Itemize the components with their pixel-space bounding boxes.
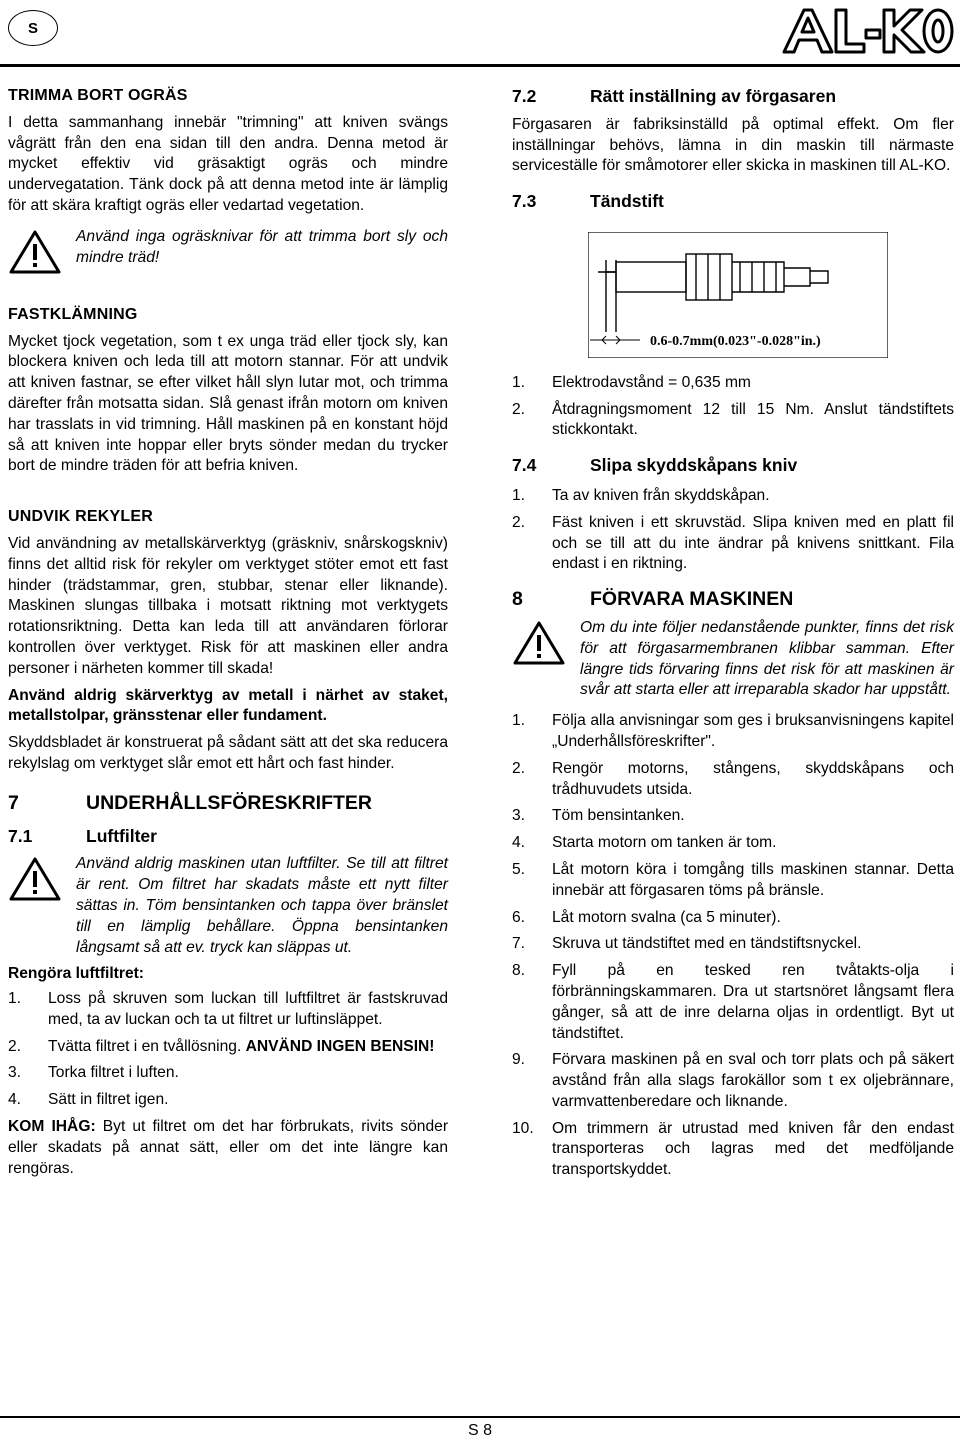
section-title: UNDERHÅLLSFÖRESKRIFTER <box>86 791 372 814</box>
item-number: 2. <box>512 513 526 531</box>
clean-filter-steps <box>8 989 448 1111</box>
item-number: 8. <box>512 962 526 980</box>
item-text: Förvara maskinen på en sval och torr plats och på säkert avstånd från alla slags farokällor som t ex oljebrännare, varmvattenberedare och liknande. <box>552 1051 954 1110</box>
section-title: Tändstift <box>590 191 664 212</box>
item-text: Ta av kniven från skyddskåpan. <box>552 486 770 504</box>
storage-warning <box>512 618 954 701</box>
section-heading-7-3 <box>512 191 954 212</box>
item-text: Skruva ut tändstiftet med en tändstiftsnyckel. <box>552 935 862 953</box>
section-heading-7 <box>8 793 448 814</box>
list-item <box>512 1119 954 1181</box>
header-rule <box>0 64 960 67</box>
list-item <box>8 989 448 1031</box>
item-number: 3. <box>512 807 526 825</box>
item-number: 1. <box>512 712 526 730</box>
list-item <box>512 486 954 507</box>
section-title: Luftfilter <box>86 825 157 846</box>
clean-filter-heading: Rengöra luftfiltret: <box>8 965 145 983</box>
right-column <box>512 86 954 1187</box>
air-filter-warning-text: Använd aldrig maskinen utan luftfilter. Se till att filtret är rent. Om filtret har skadats måste ett nytt filter sättas in. Töm bensintanken och tappa över bränslet till en lämplig behållare. Öppna bensintanken långsamt så att ev. tryck kan släppas ut. <box>76 855 448 956</box>
item-number: 1. <box>512 373 526 391</box>
section-number: 7.3 <box>512 191 537 212</box>
item-number: 4. <box>8 1091 22 1109</box>
section-number: 7.2 <box>512 86 537 106</box>
item-text: Loss på skruven som luckan till luftfiltret är fastskruvad med, ta av luckan och ta ut filtret ur luftinsläppet. <box>48 990 448 1028</box>
section-title: FÖRVARA MASKINEN <box>590 588 794 611</box>
section-number: 7.1 <box>8 825 33 846</box>
item-number: 1. <box>512 486 526 504</box>
item-number: 5. <box>512 860 526 878</box>
list-item <box>512 908 954 929</box>
list-item <box>512 806 954 827</box>
warning-triangle-icon <box>8 856 62 902</box>
list-item <box>8 1037 448 1058</box>
trim-warning-text: Använd inga ogräsknivar för att trimma bort sly och mindre träd! <box>76 227 448 266</box>
spark-plug-diagram <box>588 232 888 358</box>
item-number: 1. <box>8 990 22 1008</box>
trim-paragraph: I detta sammanhang innebär "trimning" att kniven svängs vågrätt från den ena sidan till den andra. Denna metod är mycket effektiv vid gräsaktigt ogräs och mindre undervegatation. Tänk dock på att denna metod inte är lämplig för att skära kraftigt ogräs eller vedartad vegetation. <box>8 113 448 214</box>
item-number: 3. <box>8 1064 22 1082</box>
storage-warning-text: Om du inte följer nedanstående punkter, finns det risk för att förgasarmembranen klibbar samman. Efter längre tids förvaring finns det risk för att maskinen är svår att starta eller att irreparabla skador har uppstått. <box>580 618 954 699</box>
list-item <box>512 711 954 753</box>
item-number: 2. <box>8 1037 22 1055</box>
item-text: Fäst kniven i ett skruvstäd. Slipa kniven med en platt fil och se till att du inte ändrar på knivens snittkant. Fila endast i en riktning. <box>552 513 954 573</box>
section-number: 7 <box>8 791 19 814</box>
item-text: Fyll på en tesked ren tvåtakts-olja i förbränningskammaren. Dra ut startsnöret långsamt flera gånger, så att de inre delarna oljas in ordentligt. Byt ut tändstiftet. <box>552 962 954 1042</box>
trim-warning <box>8 227 448 275</box>
section-title: Slipa skyddskåpans kniv <box>590 455 798 476</box>
list-item <box>512 860 954 902</box>
item-text: Låt motorn svalna (ca 5 minuter). <box>552 908 781 926</box>
list-item <box>512 961 954 1044</box>
section-heading-trim: TRIMMA BORT OGRÄS <box>8 87 188 104</box>
list-item <box>512 513 954 575</box>
section-heading-jam: FASTKLÄMNING <box>8 305 138 323</box>
page-number: S 8 <box>467 1422 492 1439</box>
item-text: Töm bensintanken. <box>552 807 685 825</box>
item-number: 2. <box>512 759 526 777</box>
item-text-bold: ANVÄND INGEN BENSIN! <box>245 1037 435 1055</box>
section-heading-8 <box>512 589 954 610</box>
item-text: Torka filtret i luften. <box>48 1064 179 1082</box>
section-number: 7.4 <box>512 455 537 476</box>
item-number: 2. <box>512 400 526 418</box>
item-text: Rengör motorns, stångens, skyddskåpans och trådhuvudets utsida. <box>552 759 954 798</box>
gap-caption: 0.6-0.7mm(0.023"-0.028"in.) <box>650 333 821 349</box>
carburetor-paragraph: Förgasaren är fabriksinställd på optimal effekt. Om fler inställningar behövs, lämna in din maskin till närmaste serviceställe för småmotorer eller skicka in maskinen till AL-KO. <box>512 115 954 175</box>
list-item <box>512 1050 954 1112</box>
item-text: Låt motorn köra i tomgång tills maskinen stannar. Detta innebär att förgasaren töms på bränsle. <box>552 860 954 899</box>
storage-steps <box>512 711 954 1181</box>
section-heading-7-4 <box>512 455 954 476</box>
kickback-paragraph-1: Vid användning av metallskärverktyg (gräskniv, snårskogskniv) finns det alltid risk för rekyler om verktyget stöter emot ett fast hinder (trädstammar, gren, stubbar, stenar eller liknande). Maskinen slungas tillbaka i motsatt riktning mot verktygets rotationsriktning. Detta kan leda till att användaren förlorar kontrollen över verktyget. Risk för att maskinen eller andra personer i närheten kommer till skada! <box>8 534 448 677</box>
item-text: Sätt in filtret igen. <box>48 1091 169 1109</box>
item-text: Elektrodavstånd = 0,635 mm <box>552 373 751 391</box>
item-text <box>48 1037 448 1058</box>
jam-paragraph: Mycket tjock vegetation, som t ex unga träd eller tjock sly, kan blockera kniven och leda till att motorn stannar. För att undvik att kniven fastnar, se efter vilket håll slyn lutar mot, och trimma därefter från motsatta sidan. Slå genast ifrån motorn om kniven har trasslats in vid trimning. Håll maskinen på en konstant höjd så att kniven inte hoppar eller bryts sönder medan du trycker bort de mindre träden för att befria kniven. <box>8 332 448 475</box>
section-number: 8 <box>512 588 523 611</box>
item-text: Om trimmern är utrustad med kniven får den endast transporteras och lagras med det medföljande transportskyddet. <box>552 1119 954 1179</box>
item-text: Starta motorn om tanken är tom. <box>552 834 777 852</box>
section-heading-7-2 <box>512 86 954 107</box>
warning-triangle-icon <box>512 620 566 666</box>
item-text: Åtdragningsmoment 12 till 15 Nm. Anslut tändstiftets stickkontakt. <box>552 400 954 439</box>
list-item <box>512 373 954 394</box>
section-title: Rätt inställning av förgasaren <box>590 86 837 106</box>
section-heading-kickback: UNDVIK REKYLER <box>8 508 154 526</box>
air-filter-warning <box>8 854 448 958</box>
remember-note <box>8 1117 448 1179</box>
sharpen-list <box>512 486 954 575</box>
spark-plug-list <box>512 373 954 441</box>
item-text: Följa alla anvisningar som ges i bruksanvisningens kapitel „Underhållsföreskrifter". <box>552 712 954 750</box>
left-column <box>8 86 448 1179</box>
list-item <box>8 1090 448 1111</box>
item-number: 7. <box>512 935 526 953</box>
item-text-plain: Tvätta filtret i en tvållösning. <box>48 1037 246 1055</box>
remember-text: Byt ut filtret om det har förbrukats, rivits sönder eller skadats på annat sätt, eller om det inte längre kan rengöras. <box>8 1118 449 1177</box>
list-item <box>8 1063 448 1084</box>
language-badge: S <box>8 10 58 46</box>
section-heading-7-1 <box>8 826 448 847</box>
list-item <box>512 934 954 955</box>
warning-triangle-icon <box>8 229 62 275</box>
list-item <box>512 759 954 801</box>
item-number: 6. <box>512 908 526 926</box>
kickback-paragraph-2: Använd aldrig skärverktyg av metall i närhet av staket, metallstolpar, gränsstenar eller fundament. <box>8 686 448 725</box>
item-number: 4. <box>512 834 526 852</box>
item-number: 9. <box>512 1051 526 1069</box>
footer-rule <box>0 1416 960 1418</box>
alko-logo <box>778 2 956 58</box>
kickback-paragraph-3: Skyddsbladet är konstruerat på sådant sätt att det ska reducera rekylslag om verktyget slår emot ett hårt och fast hinder. <box>8 734 448 772</box>
item-number: 10. <box>512 1119 534 1137</box>
list-item <box>512 400 954 442</box>
remember-label: KOM IHÅG: <box>8 1118 96 1136</box>
list-item <box>512 833 954 854</box>
